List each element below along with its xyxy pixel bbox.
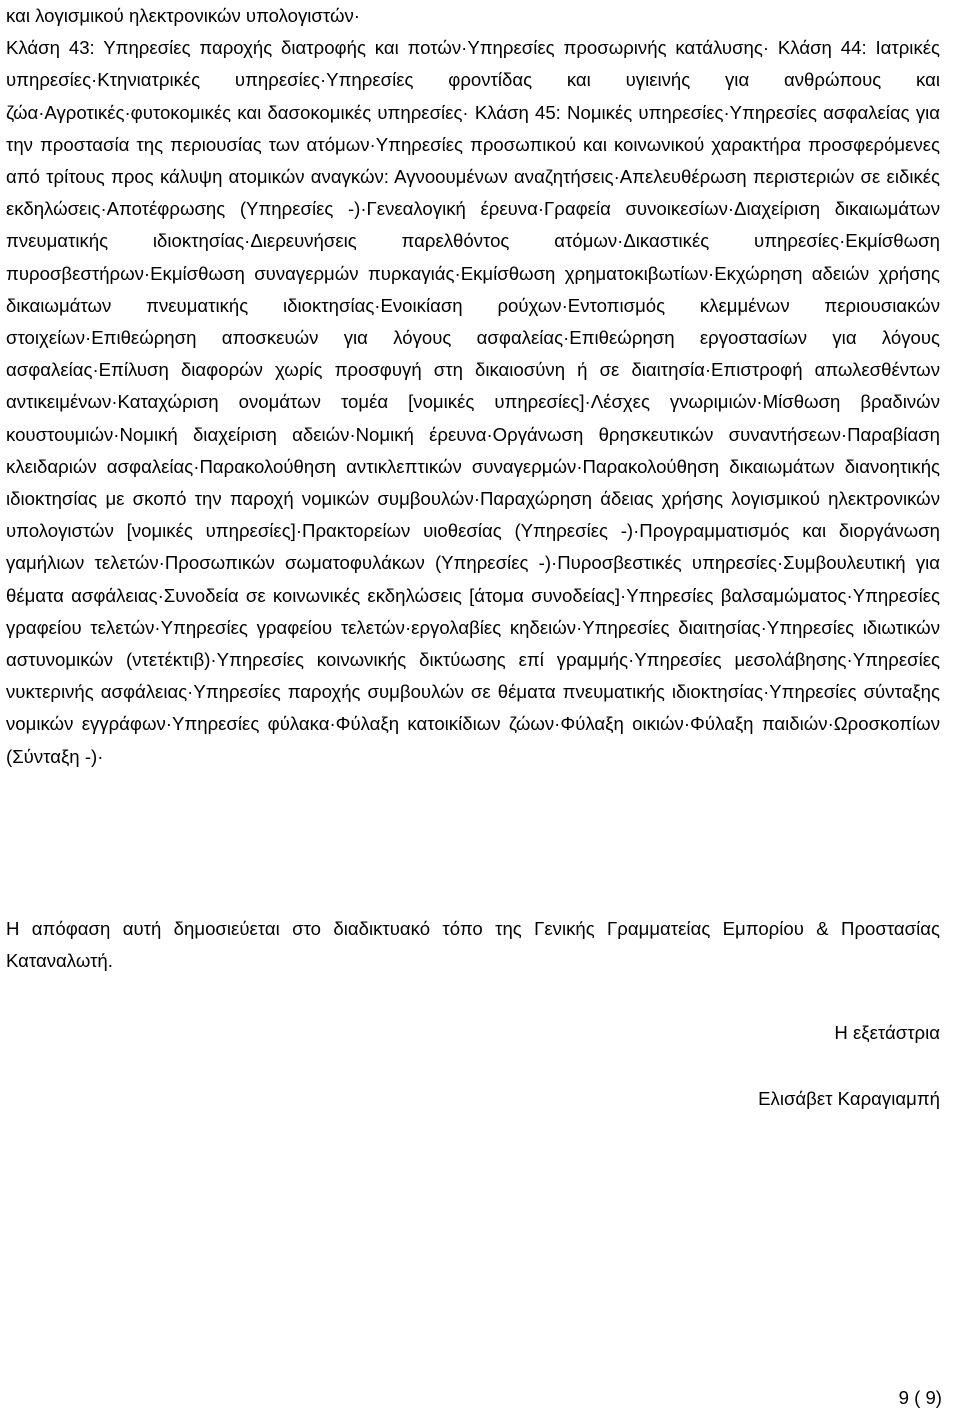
examiner-signature-name: Ελισάβετ Καραγιαμπή [758,1088,940,1109]
examiner-title: Η εξετάστρια [834,1022,940,1043]
classes-paragraph: Κλάση 43: Υπηρεσίες παροχής διατροφής και ποτών·Υπηρεσίες προσωρινής κατάλυσης· Κλάση 44: Ιατρικές υπηρεσίες·Κτηνιατρικές υπηρεσίες·Υπηρεσίες φροντίδας και υγιεινής για ανθρώπους και ζώα·Αγροτικές·φυτοκομικές και δασοκομικές υπηρεσίες· Κλάση 45: Νομικές υπηρεσίες·Υπηρεσίες ασφαλείας για την προστασία της περιουσίας των ατόμων·Υπηρεσίες προσωπικού και κοινωνικού χαρακτήρα προσφερόμενες από τρίτους προς κάλυψη ατομικών αναγκών: Αγνοουμένων αναζητήσεις·Απελευθέρωση περιστεριών σε ειδικές εκδηλώσεις·Αποτέφρωσης (Υπηρεσίες -)·Γενεαλογική έρευνα·Γραφεία συνοικεσίων·Διαχείριση δικαιωμάτων πνευματικής ιδιοκτησίας·Διερευνήσεις παρελθόντος ατόμων·Δικαστικές υπηρεσίες·Εκμίσθωση πυροσβεστήρων·Εκμίσθωση συναγερμών πυρκαγιάς·Εκμίσθωση χρηματοκιβωτίων·Εκχώρηση αδειών χρήσης δικαιωμάτων πνευματικής ιδιοκτησίας·Ενοικίαση ρούχων·Εντοπισμός κλεμμένων περιουσιακών στοιχείων·Επιθεώρηση αποσκευών για λόγους ασφαλείας·Επιθεώρηση εργοστασίων για λόγους ασφαλείας·Επίλυση διαφορών χωρίς προσφυγή στη δικαιοσύνη ή σε διαιτησία·Επιστροφή απωλεσθέντων αντικειμένων·Καταχώριση ονομάτων τομέα [νομικές υπηρεσίες]·Λέσχες γνωριμιών·Μίσθωση βραδινών κουστουμιών·Νομική διαχείριση αδειών·Νομική έρευνα·Οργάνωση θρησκευτικών συναντήσεων·Παραβίαση κλειδαριών ασφαλείας·Παρακολούθηση αντικλεπτικών συναγερμών·Παρακολούθηση δικαιωμάτων διανοητικής ιδιοκτησίας με σκοπό την παροχή νομικών συμβουλών·Παραχώρηση άδειας χρήσης λογισμικού ηλεκτρονικών υπολογιστών [νομικές υπηρεσίες]·Πρακτορείων υιοθεσίας (Υπηρεσίες -)·Προγραμματισμός και διοργάνωση γαμήλιων τελετών·Προσωπικών σωματοφυλάκων (Υπηρεσίες -)·Πυροσβεστικές υπηρεσίες·Συμβουλευτική για θέματα ασφάλειας·Συνοδεία σε κοινωνικές εκδηλώσεις [άτομα συνοδείας]·Υπηρεσίες βαλσαμώματος·Υπηρεσίες γραφείου τελετών·Υπηρεσίες γραφείου τελετών·εργολαβίες κηδειών·Υπηρεσίες διαιτησίας·Υπηρεσίες ιδιωτικών αστυνομικών (ντετέκτιβ)·Υπηρεσίες κοινωνικής δικτύωσης επί γραμμής·Υπηρεσίες μεσολάβησης·Υπηρεσίες νυκτερινής ασφάλειας·Υπηρεσίες παροχής συμβουλών σε θέματα πνευματικής ιδιοκτησίας·Υπηρεσίες σύνταξης νομικών εγγράφων·Υπηρεσίες φύλακα·Φύλαξη κατοικίδιων ζώων·Φύλαξη οικιών·Φύλαξη παιδιών·Ωροσκοπίων (Σύνταξη -)· [6,37,940,767]
publication-notice: Η απόφαση αυτή δημοσιεύεται στο διαδικτυακό τόπο της Γενικής Γραμματείας Εμπορίου & Προστασίας Καταναλωτή. [6,918,940,972]
continuation-line: και λογισμικού ηλεκτρονικών υπολογιστών· [6,5,360,26]
page-number: 9 ( 9) [898,1387,942,1408]
goods-services-classes-text [6,0,940,773]
